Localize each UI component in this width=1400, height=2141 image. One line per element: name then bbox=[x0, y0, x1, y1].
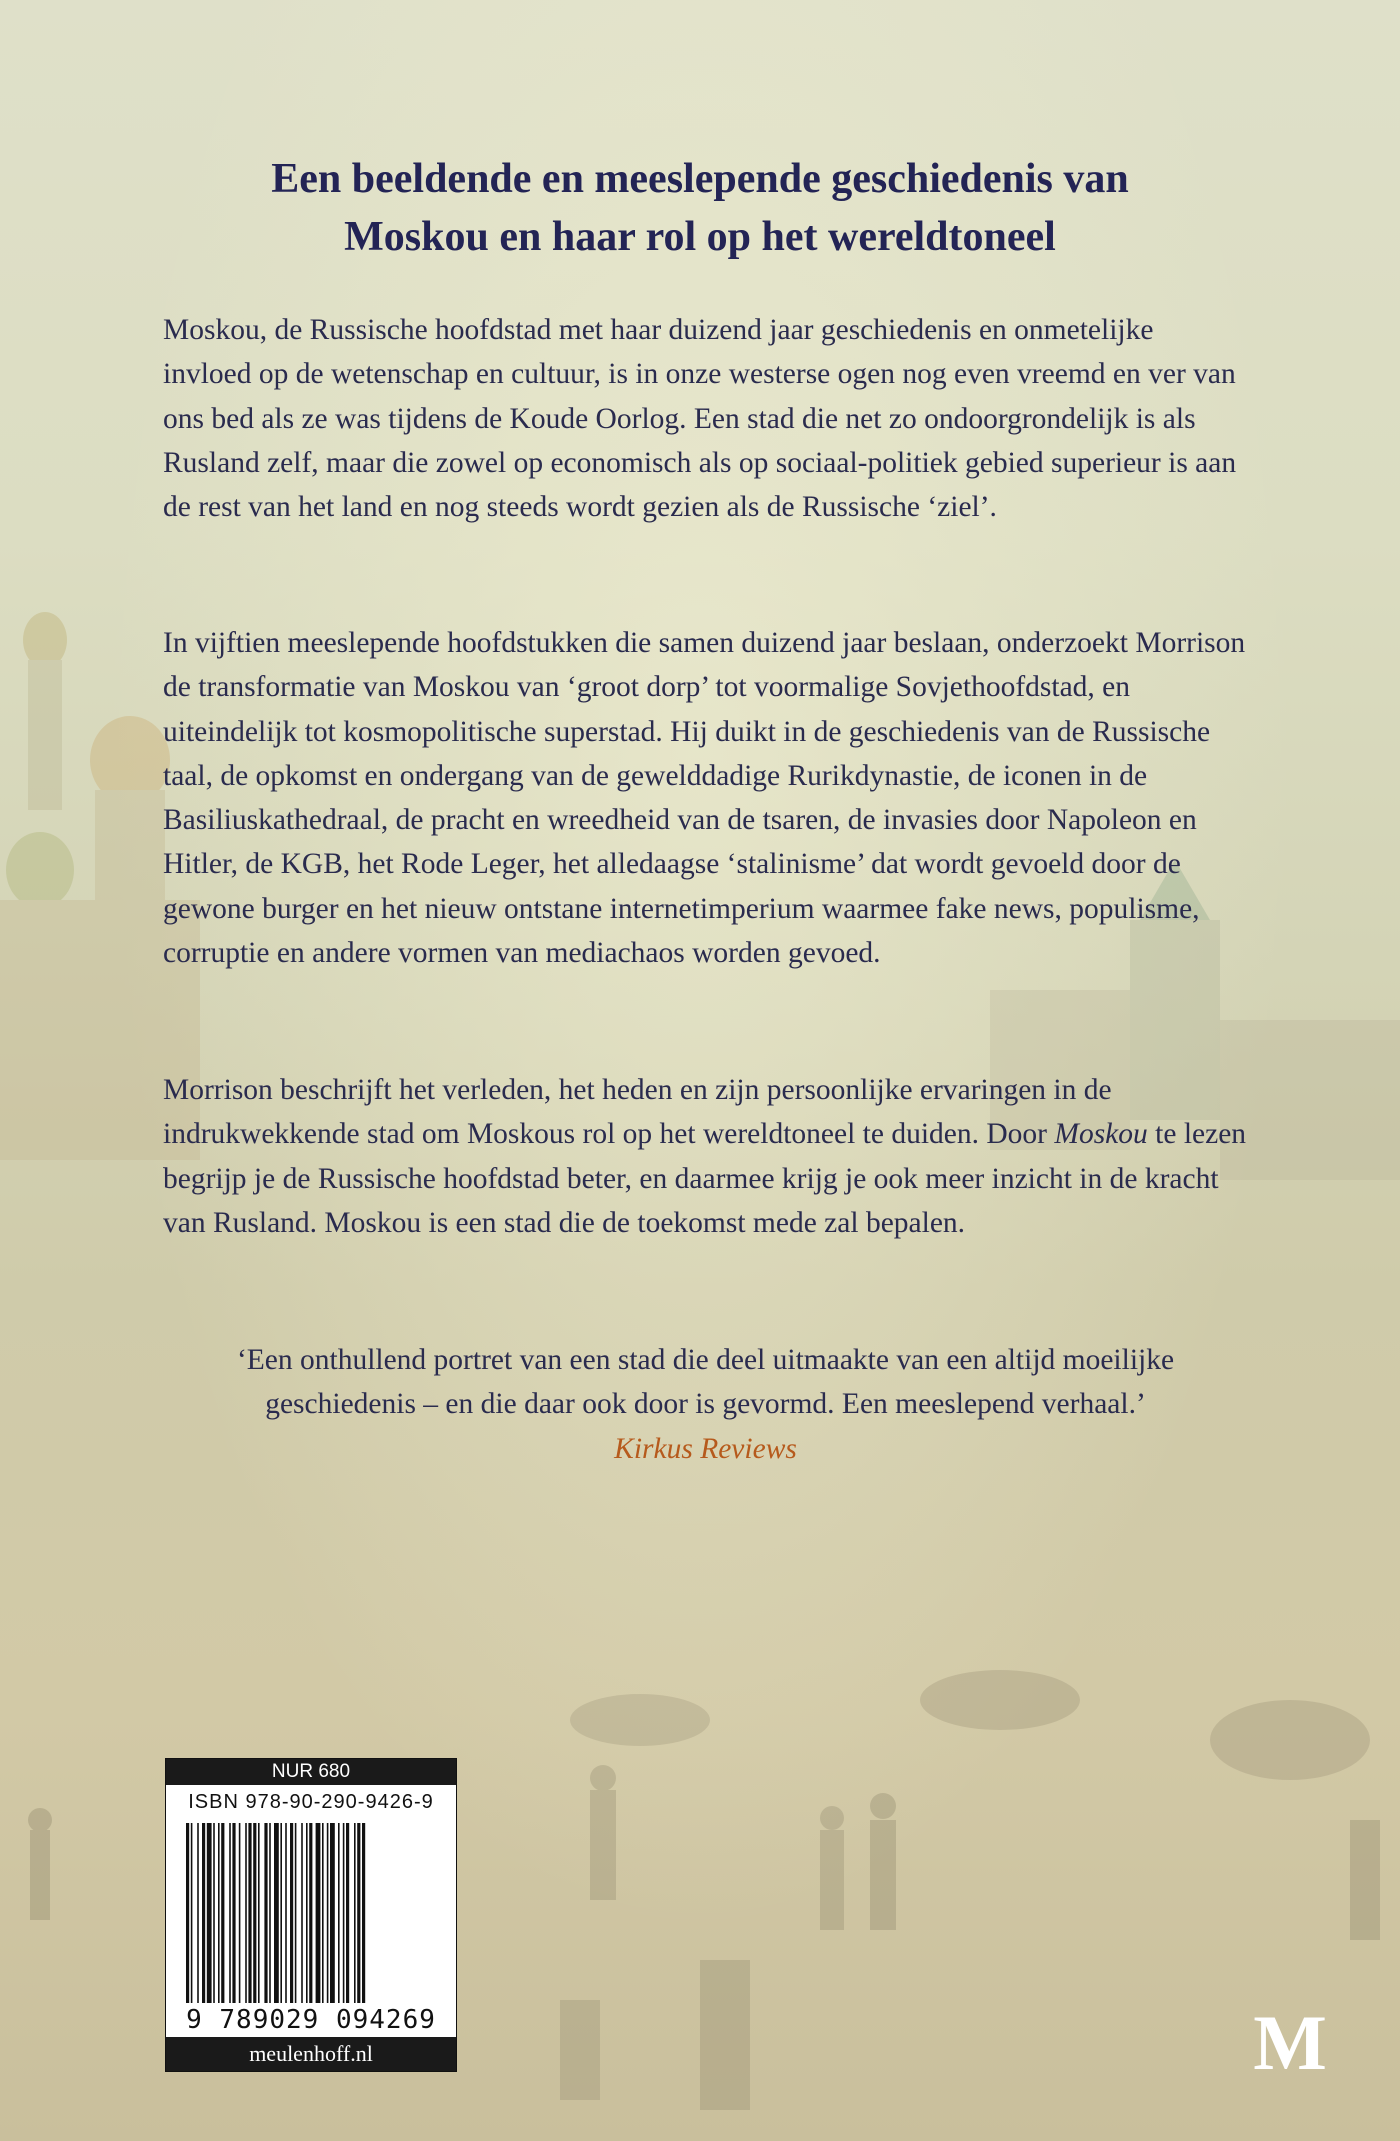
quote-source: Kirkus Reviews bbox=[614, 1432, 797, 1465]
nur-code: NUR 680 bbox=[166, 1759, 456, 1785]
publisher-logo: M bbox=[1253, 1999, 1327, 2086]
review-quote bbox=[163, 1338, 1248, 1471]
blurb-paragraph-3 bbox=[163, 1068, 1248, 1245]
barcode-block bbox=[165, 1758, 457, 2072]
blurb-paragraph-1: Moskou, de Russische hoofdstad met haar duizend jaar geschiedenis en onmetelijke invloed op de wetenschap en cultuur, is in onze westerse ogen nog even vreemd en ver van ons bed als ze was tijdens de Koude Oorlog. Een stad die net zo ondoorgrondelijk is als Rusland zelf, maar die zowel op economisch als op sociaal-politiek gebied superieur is aan de rest van het land en nog steeds wordt gezien als de Russische ‘ziel’. bbox=[163, 314, 1237, 524]
quote-text: ‘Een onthullend portret van een stad die deel uitmaakte van een altijd moeilijke geschiedenis – en die daar ook door is gevormd. Een meeslepend verhaal.’ bbox=[236, 1344, 1175, 1421]
barcode-icon bbox=[186, 1823, 436, 2003]
barcode-digits: 9 789029 094269 bbox=[186, 2005, 436, 2035]
headline-line-2: Moskou en haar rol op het wereldtoneel bbox=[344, 214, 1056, 260]
isbn-number: ISBN 978-90-290-9426-9 bbox=[188, 1791, 434, 1813]
blurb-paragraph-2: In vijftien meeslepende hoofdstukken die samen duizend jaar beslaan, onderzoekt Morrison de transformatie van Moskou van ‘groot dorp’ tot voormalige Sovjethoofdstad, en uiteindelijk tot kosmopolitische superstad. Hij duikt in de geschiedenis van de Russische taal, de opkomst en ondergang van de gewelddadige Rurikdynastie, de iconen in de Basiliuskathedraal, de pracht en wreedheid van de tsaren, de invasies door Napoleon en Hitler, de KGB, het Rode Leger, het alledaagse ‘stalinisme’ dat wordt gevoeld door de gewone burger en het nieuw ontstane internetimperium waarmee fake news, populisme, corruptie en andere vormen van mediachaos worden gevoed. bbox=[163, 627, 1246, 970]
headline-line-1: Een beeldende en meeslepende geschiedenis van bbox=[271, 156, 1129, 202]
paragraph-3-before: Morrison beschrijft het verleden, het heden en zijn persoonlijke ervaringen in de indrukwekkende stad om Moskous rol op het wereldtoneel te duiden. Door bbox=[163, 1074, 1112, 1151]
book-title-italic: Moskou bbox=[1054, 1118, 1148, 1151]
headline bbox=[150, 150, 1250, 266]
publisher-website: meulenhoff.nl bbox=[166, 2037, 456, 2071]
paragraph-3-after: te lezen begrijp je de Russische hoofdstad beter, en daarmee krijg je ook meer inzicht in de kracht van Rusland. Moskou is een stad die de toekomst mede zal bepalen. bbox=[163, 1118, 1247, 1239]
